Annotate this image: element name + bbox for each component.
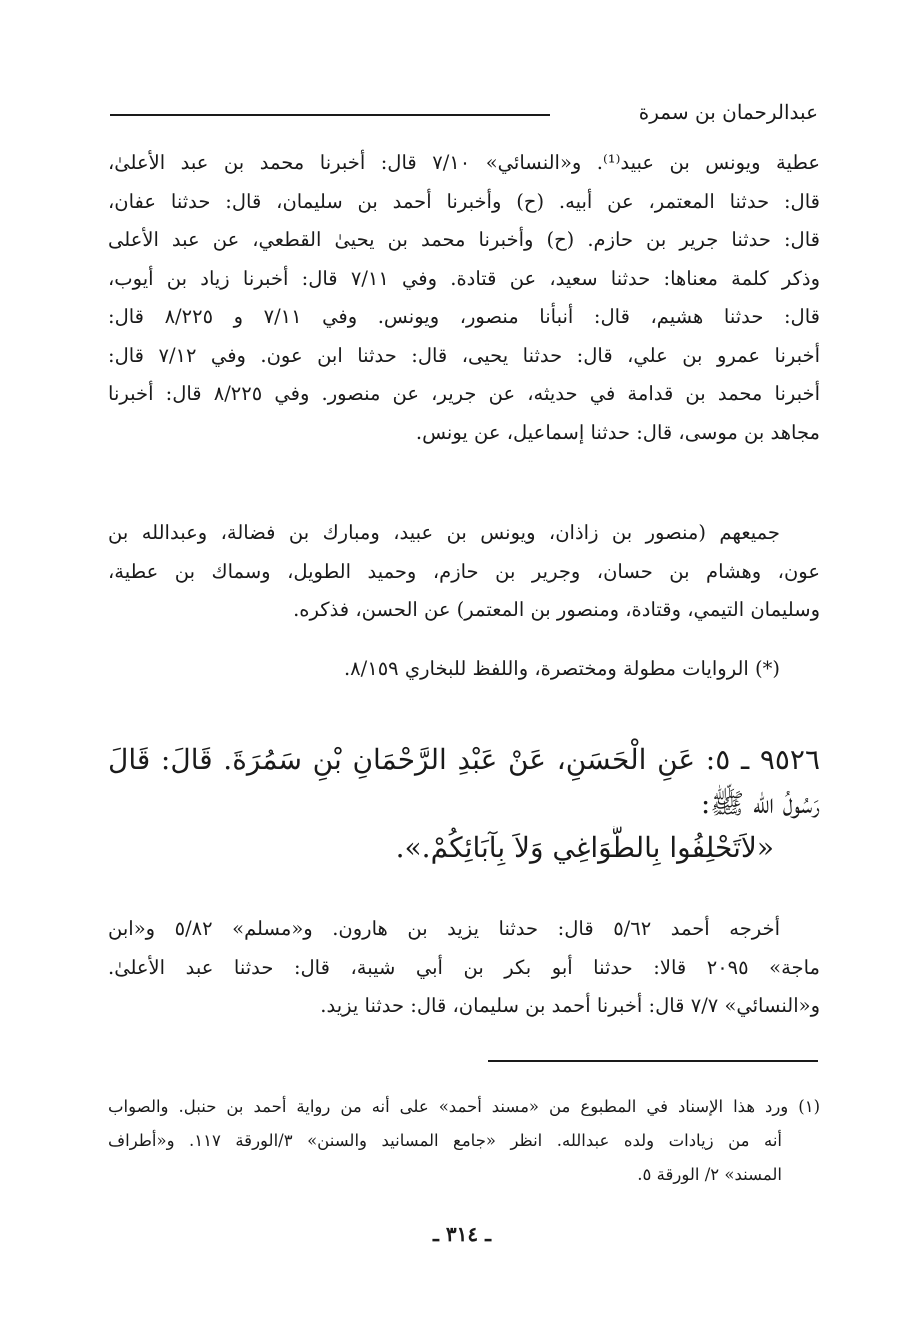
header-rule: [110, 114, 550, 116]
hadith-isnad-line: رَسُولُ الله ﷺ:: [700, 787, 820, 820]
text-line: عون، وهشام بن حسان، وجرير بن حازم، وحميد الطويل، وسماك بن عطية،: [108, 559, 820, 583]
text-line: وذكر كلمة معناها: حدثنا سعيد، عن قتادة. وفي ٧/١١ قال: أخبرنا زياد بن أيوب،: [108, 266, 820, 290]
text-line: قال: حدثنا المعتمر، عن أبيه. (ح) وأخبرنا أحمد بن سليمان، قال: حدثنا عفان،: [108, 189, 820, 213]
text-line: مجاهد بن موسى، قال: حدثنا إسماعيل، عن يونس.: [415, 420, 820, 444]
narrators-paragraph: [108, 514, 820, 630]
hadith-matn: «لاَتَحْلِفُوا بِالطَّوَاغِي وَلاَ بِآبَائِكُمْ.».: [395, 831, 774, 864]
hadith-isnad-line: ٩٥٢٦ ـ ٥: عَنِ الْحَسَنِ، عَنْ عَبْدِ الرَّحْمَانِ بْنِ سَمُرَةَ. قَالَ: قَالَ: [108, 743, 820, 776]
note-paragraph: [108, 650, 820, 689]
text-line: قال: حدثنا جرير بن حازم. (ح) وأخبرنا محمد بن يحيىٰ القطعي، عن عبد الأعلى: [108, 228, 820, 251]
text-line: عطية ويونس بن عبيد⁽¹⁾. و«النسائي» ٧/١٠ قال: أخبرنا محمد بن عبد الأعلىٰ،: [108, 151, 820, 174]
text-line: (*) الروايات مطولة ومختصرة، واللفظ للبخاري ٨/١٥٩.: [343, 657, 780, 680]
footnote-line: أنه من زيادات ولده عبدالله. انظر «جامع المسانيد والسنن» ٣/الورقة ١١٧. و«أطراف: [108, 1131, 782, 1150]
takhrij-paragraph-2: [108, 910, 820, 1026]
text-line: أخبرنا عمرو بن علي، قال: حدثنا يحيى، قال: حدثنا ابن عون. وفي ٧/١٢ قال:: [108, 343, 820, 367]
footnote-line: (١) ورد هذا الإسناد في المطبوع من «مسند أحمد» على أنه من رواية أحمد بن حنبل. والصواب: [108, 1097, 820, 1116]
page-number: ـ ٣١٤ ـ: [433, 1222, 491, 1246]
footnotes: [108, 1090, 820, 1192]
text-line: و«النسائي» ٧/٧ قال: أخبرنا أحمد بن سليمان، قال: حدثنا يزيد.: [320, 994, 820, 1017]
text-line: جميعهم (منصور بن زاذان، ويونس بن عبيد، ومبارك بن فضالة، وعبدالله بن: [108, 521, 780, 544]
text-line: وسليمان التيمي، وقتادة، ومنصور بن المعتمر) عن الحسن، فذكره.: [293, 598, 820, 621]
takhrij-paragraph-1: [108, 144, 820, 452]
text-line: أخرجه أحمد ٥/٦٢ قال: حدثنا يزيد بن هارون. و«مسلم» ٥/٨٢ و«ابن: [108, 917, 780, 940]
text-line: قال: حدثنا هشيم، قال: أنبأنا منصور، ويونس. وفي ٧/١١ و ٨/٢٢٥ قال:: [108, 305, 820, 328]
footnote-separator: [488, 1060, 818, 1062]
hadith-text: [108, 738, 820, 870]
text-line: أخبرنا محمد بن قدامة في حديثه، عن جرير، عن منصور. وفي ٨/٢٢٥ قال: أخبرنا: [108, 382, 820, 405]
footnote-line: المسند» ٢/ الورقة ٥.: [637, 1165, 782, 1184]
page-header: [110, 96, 818, 132]
running-title: عبدالرحمان بن سمرة: [638, 100, 818, 124]
text-line: ماجة» ٢٠٩٥ قالا: حدثنا أبو بكر بن أبي شيبة، قال: حدثنا عبد الأعلىٰ.: [108, 955, 820, 979]
